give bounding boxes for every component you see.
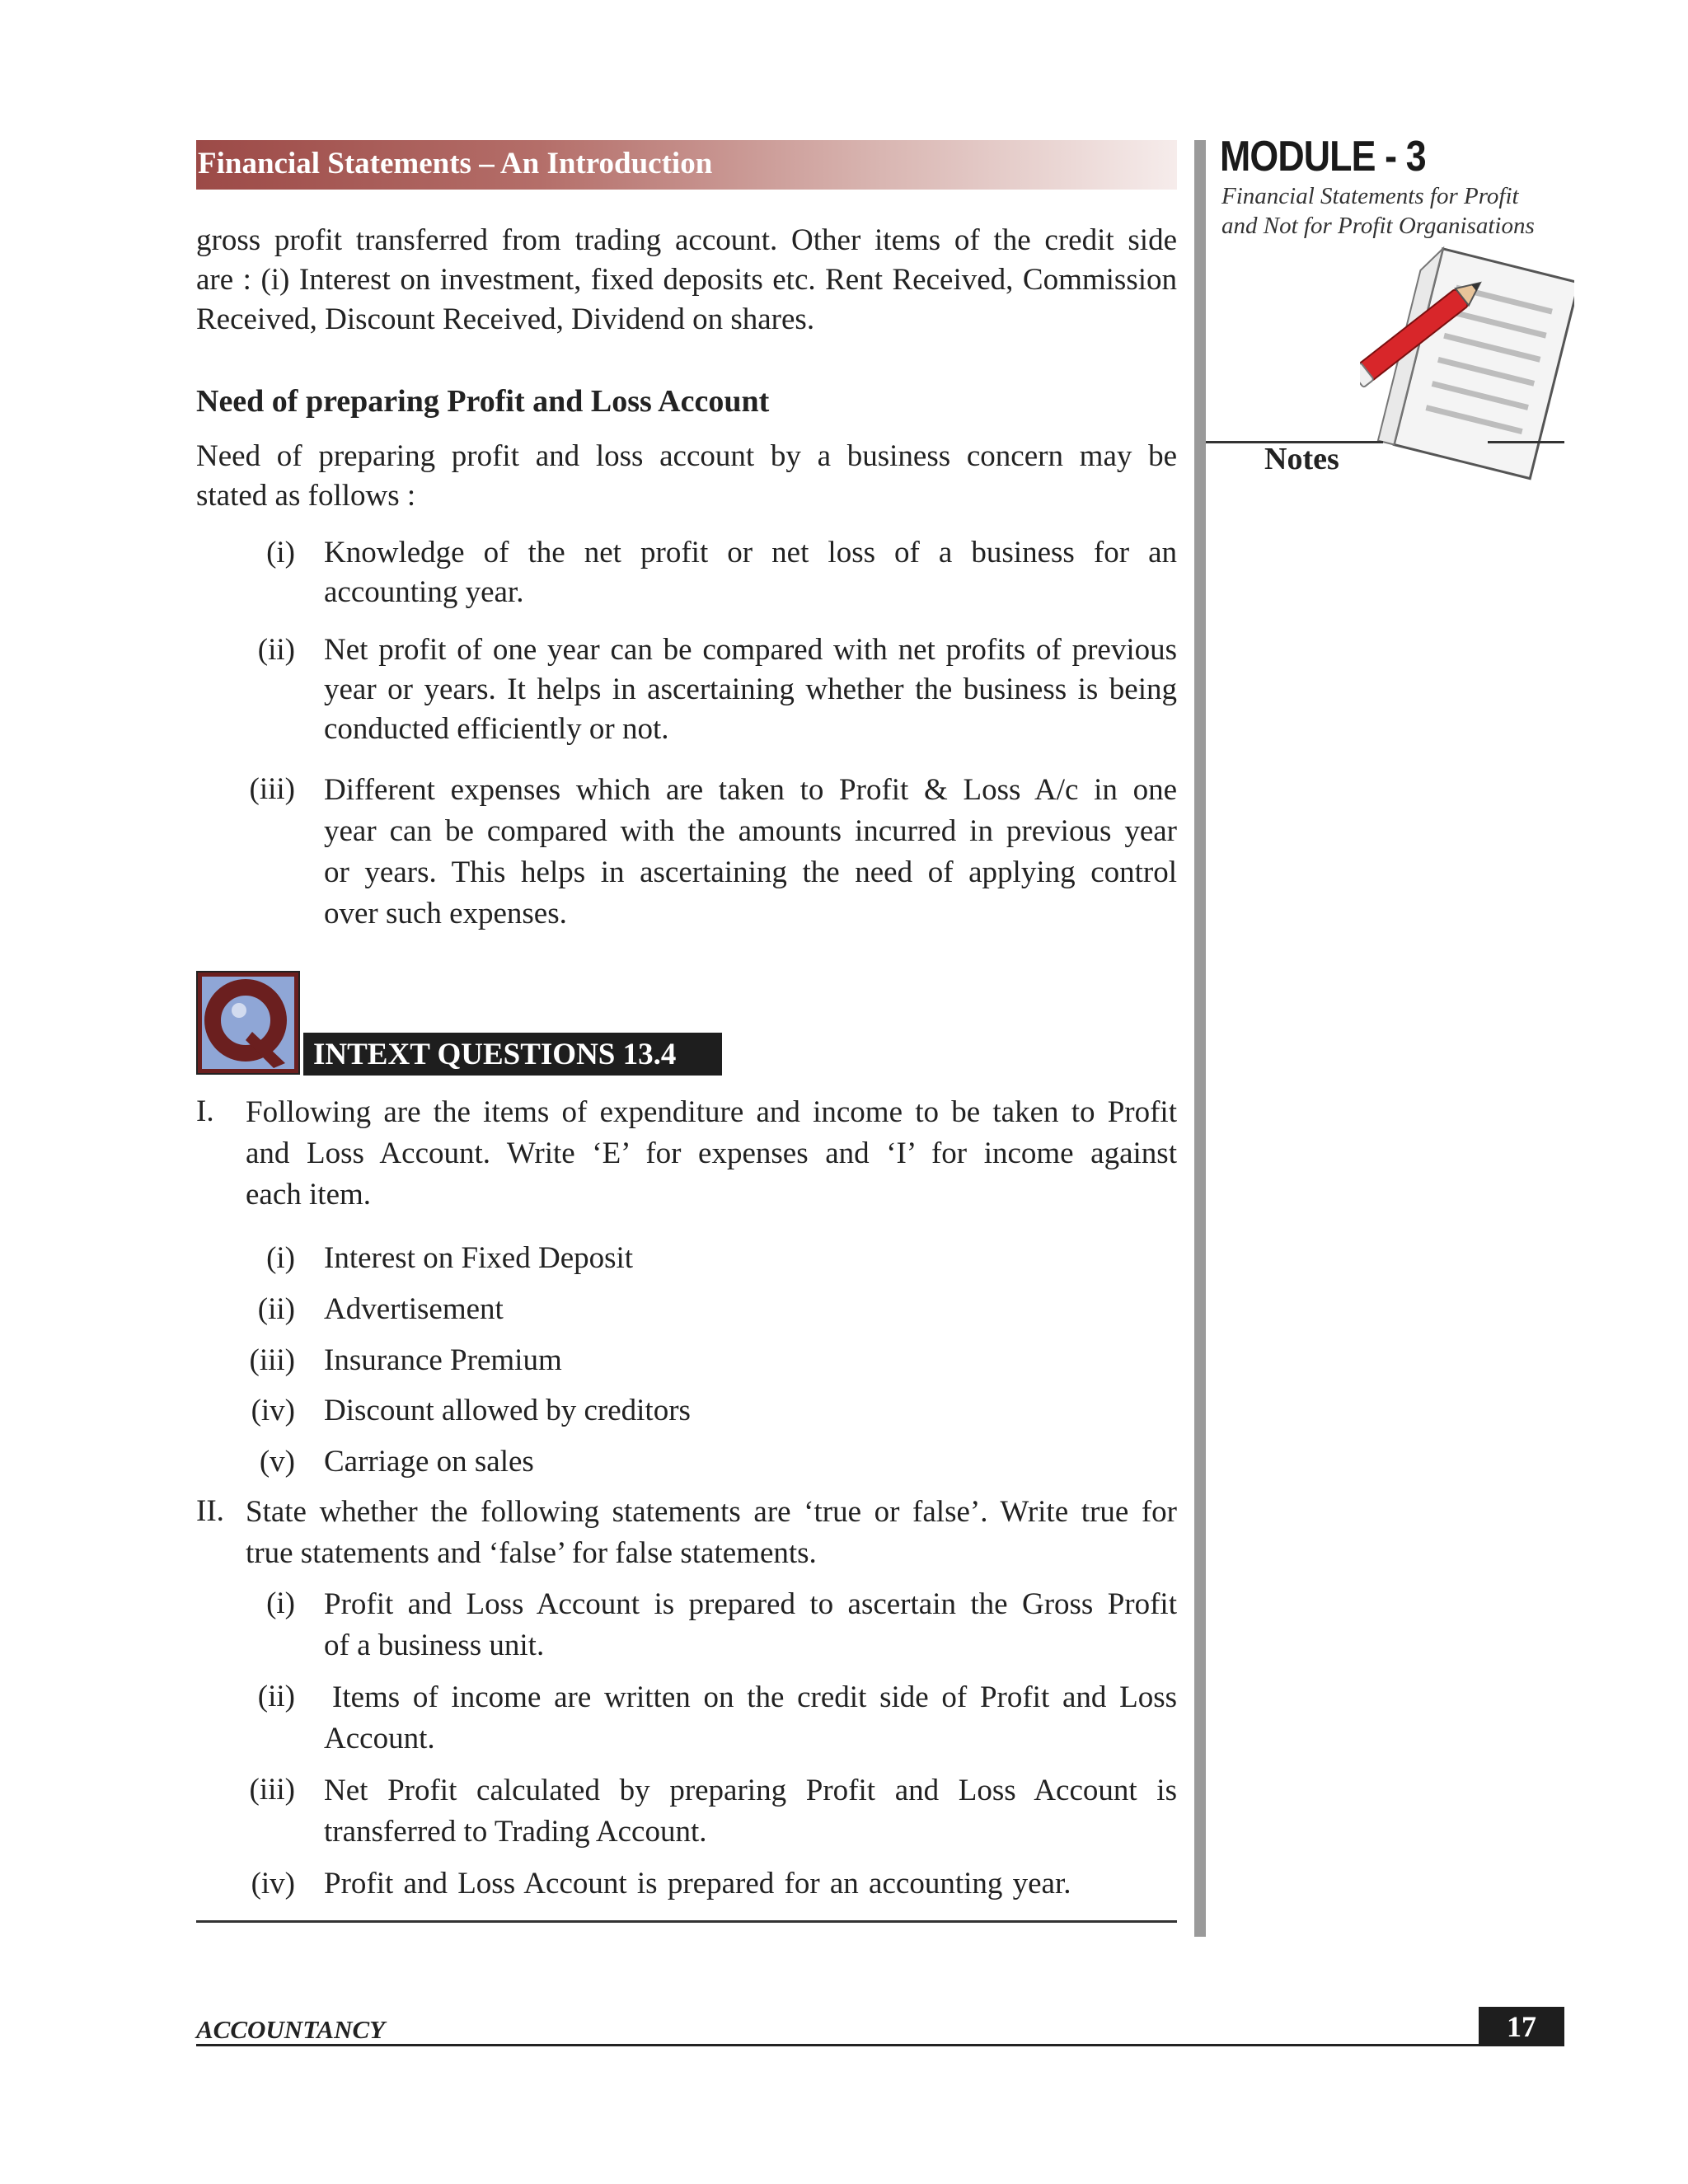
list-item	[324, 533, 1177, 612]
sub-item-text	[324, 1584, 1177, 1666]
page-header-title: Financial Statements – An Introduction	[198, 147, 713, 180]
question-line: State whether the following statements are ‘true or false’. Write true for	[246, 1495, 1177, 1529]
list-number: (i)	[266, 536, 295, 569]
list-item-line: Net profit of one year can be compared with net profits of previous	[324, 633, 1177, 667]
list-item-line: year can be compared with the amounts incurred in previous year	[324, 814, 1177, 848]
need-intro-line: stated as follows :	[196, 479, 416, 513]
need-intro-paragraph	[196, 437, 1177, 516]
sub-item-line: transferred to Trading Account.	[324, 1815, 707, 1849]
question-line: Following are the items of expenditure and income to be taken to Profit	[246, 1095, 1177, 1129]
content-end-rule	[196, 1920, 1177, 1923]
need-intro-line: Need of preparing profit and loss account by a business concern may be	[196, 439, 1177, 473]
question-line: each item.	[246, 1178, 372, 1212]
question-q-icon	[196, 971, 300, 1075]
sub-item-line: Account.	[324, 1722, 435, 1755]
sub-item-text: Carriage on sales	[324, 1445, 534, 1479]
intro-paragraph	[196, 221, 1177, 340]
sub-item-number: (ii)	[257, 1680, 295, 1713]
sub-item-text: Discount allowed by creditors	[324, 1394, 691, 1427]
list-item-line: over such expenses.	[324, 897, 567, 930]
list-number: (iii)	[249, 772, 295, 806]
list-item	[324, 770, 1177, 935]
question-text	[246, 1092, 1177, 1216]
sub-item-number: (v)	[259, 1445, 295, 1479]
notes-label: Notes	[1264, 442, 1339, 476]
module-subtitle-line2: and Not for Profit Organisations	[1221, 213, 1535, 239]
sub-item-number: (iii)	[249, 1343, 295, 1377]
sub-item-text	[324, 1770, 1177, 1853]
sub-item-text: Profit and Loss Account is prepared for an accounting year.	[324, 1867, 1071, 1900]
sub-item-number: (i)	[266, 1586, 295, 1620]
sub-item-line: Items of income are written on the credit side of Profit and Loss	[332, 1680, 1177, 1714]
sub-item-number: (iv)	[251, 1867, 295, 1900]
sub-item-number: (iv)	[251, 1394, 295, 1427]
list-item-line: or years. This helps in ascertaining the need of applying control	[324, 855, 1177, 889]
sub-item-text	[324, 1677, 1177, 1760]
footer-rule	[196, 2044, 1564, 2046]
module-title: MODULE - 3	[1220, 133, 1426, 180]
intext-questions-label: INTEXT QUESTIONS 13.4	[313, 1038, 677, 1071]
margin-divider	[1194, 140, 1206, 1937]
notepad-pencil-icon	[1360, 243, 1574, 482]
question-line: and Loss Account. Write ‘E’ for expenses and ‘I’ for income against	[246, 1137, 1177, 1170]
notes-rule-right	[1488, 441, 1564, 443]
list-item-line: accounting year.	[324, 575, 524, 609]
intro-line: are : (i) Interest on investment, fixed deposits etc. Rent Received, Commission	[196, 263, 1177, 297]
question-line: true statements and ‘false’ for false statements.	[246, 1536, 817, 1570]
footer-subject-label: ACCOUNTANCY	[196, 2015, 386, 2044]
sub-item-text: Insurance Premium	[324, 1343, 562, 1377]
list-item-line: conducted efficiently or not.	[324, 712, 669, 746]
page-number: 17	[1507, 2010, 1536, 2043]
question-number: I.	[196, 1094, 214, 1128]
sub-item-text: Interest on Fixed Deposit	[324, 1241, 634, 1275]
question-text	[246, 1492, 1177, 1574]
list-item-line: year or years. It helps in ascertaining whether the business is being	[324, 673, 1177, 706]
intro-line: Received, Discount Received, Dividend on shares.	[196, 302, 815, 336]
section-heading: Need of preparing Profit and Loss Account	[196, 384, 770, 419]
intro-line: gross profit transferred from trading account. Other items of the credit side	[196, 223, 1177, 257]
list-item-line: Different expenses which are taken to Profit & Loss A/c in one	[324, 773, 1177, 807]
sub-item-number: (ii)	[257, 1292, 295, 1326]
sub-item-text: Advertisement	[324, 1292, 504, 1326]
sub-item-number: (iii)	[249, 1773, 295, 1807]
sub-item-line: Profit and Loss Account is prepared to ascertain the Gross Profit	[324, 1587, 1177, 1621]
sub-item-number: (i)	[266, 1241, 295, 1275]
sub-item-line: Net Profit calculated by preparing Profit and Loss Account is	[324, 1774, 1177, 1807]
list-item	[324, 630, 1177, 749]
list-number: (ii)	[257, 633, 295, 667]
question-number: II.	[196, 1494, 224, 1528]
list-item-line: Knowledge of the net profit or net loss of a business for an	[324, 536, 1177, 569]
module-subtitle-line1: Financial Statements for Profit	[1221, 183, 1519, 209]
sub-item-line: of a business unit.	[324, 1629, 545, 1662]
